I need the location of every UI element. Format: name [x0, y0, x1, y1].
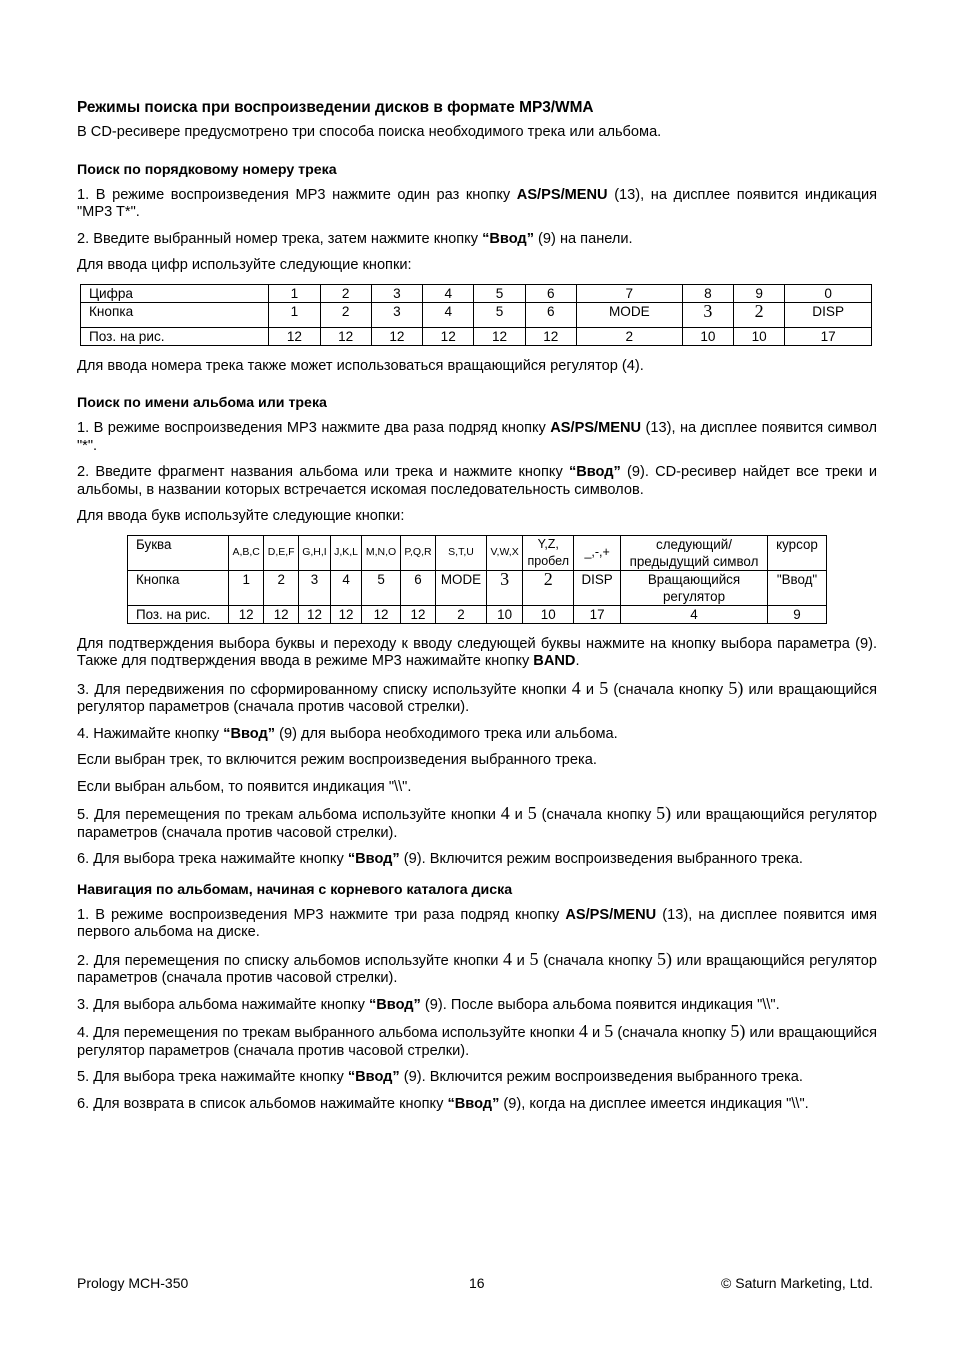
section2-step3: 3. Для передвижения по сформированному списку используйте кнопки 4 и 5 (сначала кнопку 5) или вращающийся регулятор параметров (сначала против часовой стрелки). [77, 677, 877, 715]
section2-track-note: Если выбран трек, то включится режим воспроизведения выбранного трека. [77, 752, 597, 768]
page-number: 16 [469, 1275, 485, 1291]
section3-step5: 5. Для выбора трека нажимайте кнопку “Ввод” (9). Включится режим воспроизведения выбранного трека. [77, 1069, 803, 1085]
intro-paragraph: В CD-ресивере предусмотрено три способа поиска необходимого трека или альбома. [77, 124, 662, 140]
footer-model: Prology MCH-350 [77, 1275, 189, 1291]
section2-step5: 5. Для перемещения по трекам альбома используйте кнопки 4 и 5 (сначала кнопку 5) или вращающийся регулятор параметров (сначала против часовой стрелки). [77, 803, 877, 841]
table-row: Поз. на рис. 12 12 12 12 12 12 2 10 10 17 4 9 [128, 605, 827, 623]
section3-step3: 3. Для выбора альбома нажимайте кнопку “Ввод” (9). После выбора альбома появится индикация "\\". [77, 996, 780, 1013]
section3-step2: 2. Для перемещения по списку альбомов используйте кнопки 4 и 5 (сначала кнопку 5) или вращающийся регулятор параметров (сначала против часовой стрелки). [77, 948, 877, 986]
table-row: Кнопка 1 2 3 4 5 6 MODE 3 2 DISP [81, 302, 872, 327]
table-row: Буква A,B,C D,E,F G,H,I J,K,L M,N,O P,Q,R S,T,U V,W,X Y,Z, пробел _,-,+ следующий/ предыдущий символ курсор [128, 535, 827, 570]
section3-heading: Навигация по альбомам, начиная с корневого каталога диска [77, 881, 513, 898]
section1-digits-intro: Для ввода цифр используйте следующие кнопки: [77, 257, 412, 273]
letter-buttons-table [127, 535, 827, 624]
section1-dial-note: Для ввода номера трека также может использоваться вращающийся регулятор (4). [77, 357, 644, 374]
section3-step1: 1. В режиме воспроизведения MP3 нажмите три раза подряд кнопку AS/PS/MENU (13), на дисплее появится имя первого альбома на диске. [77, 906, 877, 940]
document-page [77, 98, 877, 1122]
section2-album-note: Если выбран альбом, то появится индикация "\\". [77, 778, 412, 795]
section3-step4: 4. Для перемещения по трекам выбранного альбома используйте кнопки 4 и 5 (сначала кнопку 5) или вращающийся регулятор параметров (сначала против часовой стрелки). [77, 1021, 878, 1059]
section1-heading: Поиск по порядковому номеру трека [77, 161, 337, 178]
section2-step2: 2. Введите фрагмент названия альбома или трека и нажмите кнопку “Ввод” (9). CD-ресивер найдет все треки и альбомы, в названии которых встречается искомая последовательность символов. [77, 464, 877, 498]
section2-heading: Поиск по имени альбома или трека [77, 395, 327, 411]
table-row: Цифра 1 2 3 4 5 6 7 8 9 0 [81, 284, 872, 302]
section2-confirm-note: Для подтверждения выбора буквы и переходу к вводу следующей буквы нажмите на кнопку выбора параметра (9). Также для подтверждения ввода в режиме MP3 нажимайте кнопку BAND. [77, 635, 877, 669]
section2-step6: 6. Для выбора трека нажимайте кнопку “Ввод” (9). Включится режим воспроизведения выбранного трека. [77, 851, 803, 867]
section3-step6: 6. Для возврата в список альбомов нажимайте кнопку “Ввод” (9), когда на дисплее имеется индикация "\\". [77, 1095, 809, 1112]
section2-step1: 1. В режиме воспроизведения MP3 нажмите два раза подряд кнопку AS/PS/MENU (13), на дисплее появится символ "*". [77, 420, 877, 454]
section2-step4: 4. Нажимайте кнопку “Ввод” (9) для выбора необходимого трека или альбома. [77, 725, 618, 742]
section1-step2: 2. Введите выбранный номер трека, затем нажмите кнопку “Ввод” (9) на панели. [77, 230, 633, 247]
page-title: Режимы поиска при воспроизведении дисков в формате MP3/WMA [77, 99, 594, 116]
footer-copyright: © Saturn Marketing, Ltd. [721, 1275, 873, 1291]
table-row: Кнопка 1 2 3 4 5 6 MODE 3 2 DISP Вращающийся регулятор "Ввод" [128, 570, 827, 605]
section2-letters-intro: Для ввода букв используйте следующие кнопки: [77, 508, 405, 524]
digit-buttons-table [80, 284, 872, 346]
section1-step1: 1. В режиме воспроизведения MP3 нажмите один раз кнопку AS/PS/MENU (13), на дисплее появится индикация "MP3 T*". [77, 186, 877, 220]
table-row: Поз. на рис. 12 12 12 12 12 12 2 10 10 17 [81, 327, 872, 345]
